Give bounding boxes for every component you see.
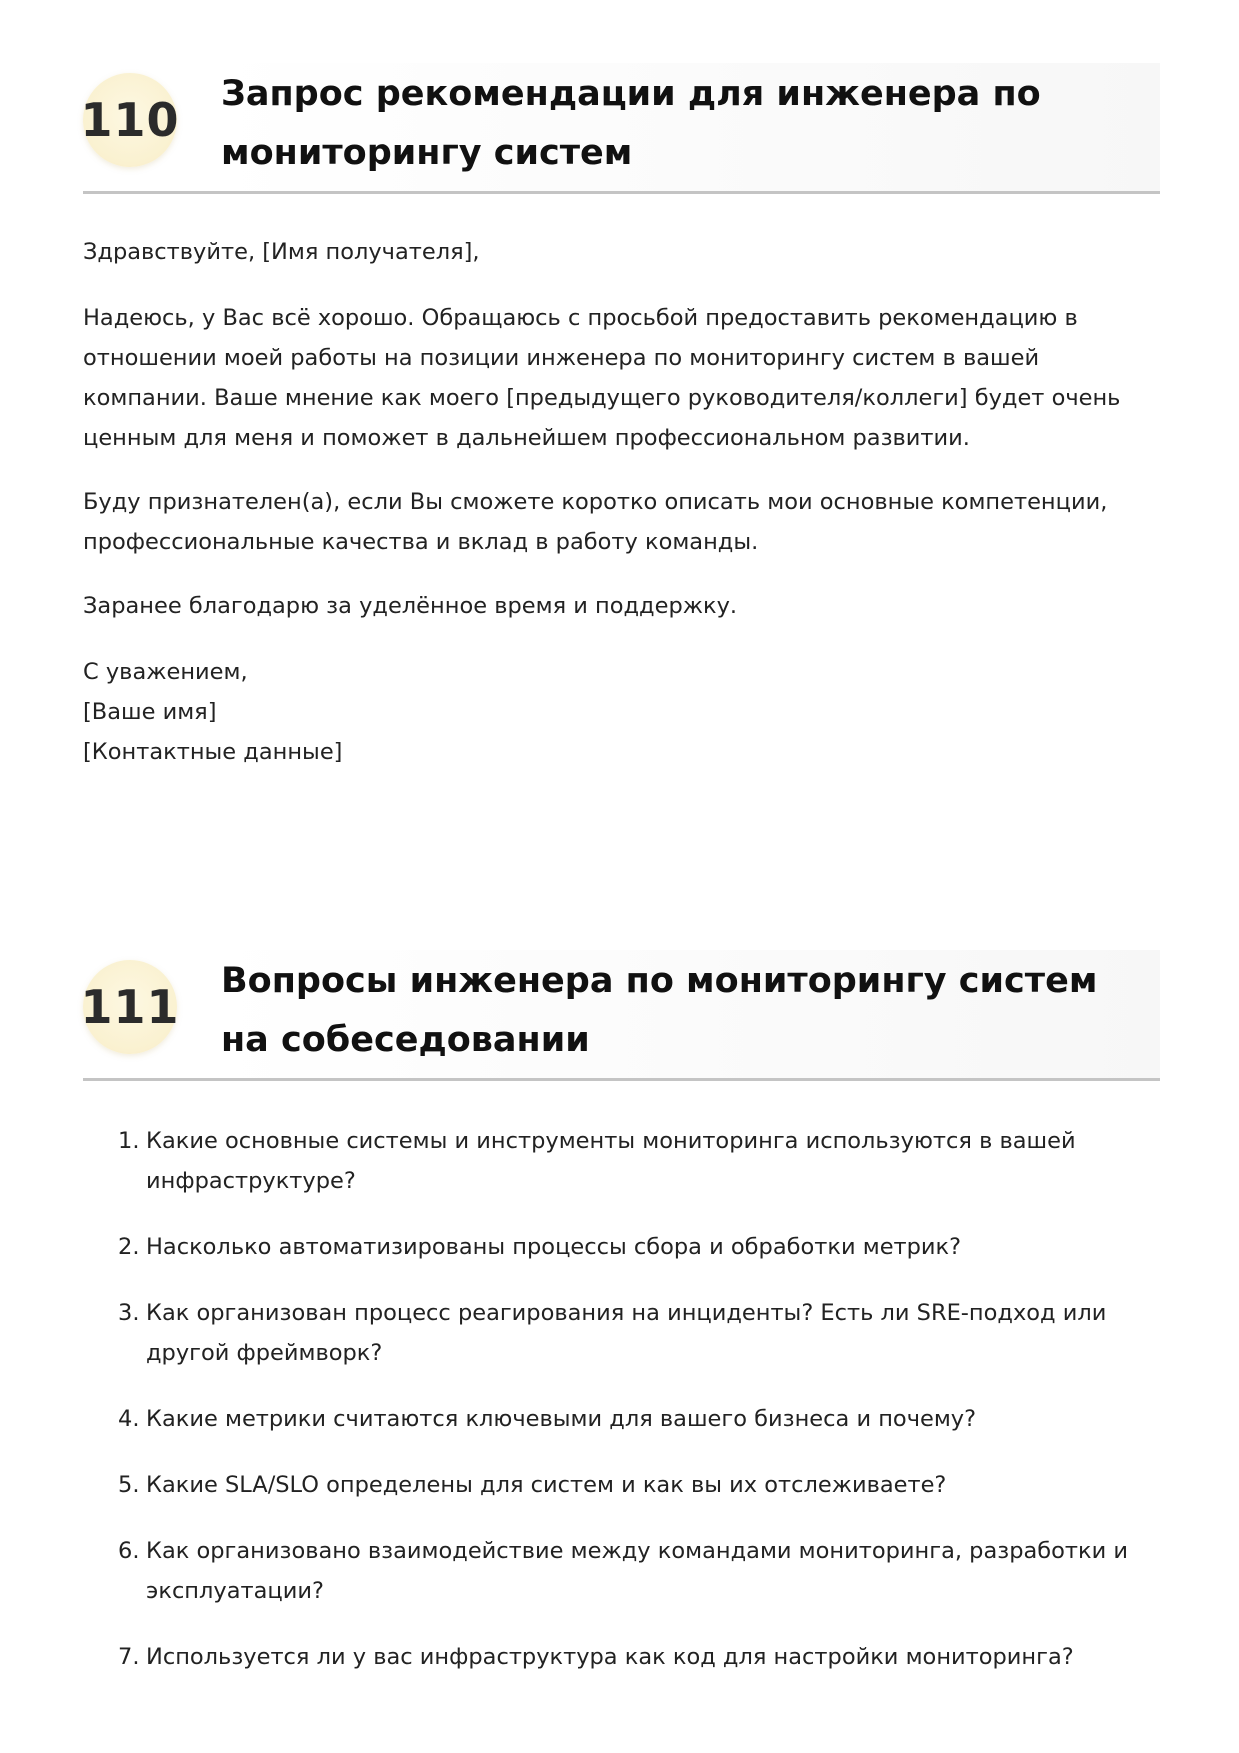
section-number-badge: 110 xyxy=(83,73,177,167)
list-item-text: Насколько автоматизированы процессы сбора и обработки метрик? xyxy=(146,1234,962,1260)
letter-greeting: Здравствуйте, [Имя получателя], xyxy=(83,239,480,265)
list-item xyxy=(83,1227,1160,1267)
questions-list xyxy=(83,1121,1160,1677)
section-recommendation-request xyxy=(80,63,1160,796)
list-item-number: 1. xyxy=(118,1128,140,1154)
section-header xyxy=(80,950,1160,1081)
list-item-number: 5. xyxy=(118,1472,140,1498)
signature-closing: С уважением, xyxy=(83,659,248,685)
section-header xyxy=(80,63,1160,194)
list-item-text: Какие метрики считаются ключевыми для вашего бизнеса и почему? xyxy=(146,1406,977,1432)
list-item-text: Используется ли у вас инфраструктура как код для настройки мониторинга? xyxy=(146,1644,1074,1670)
list-item-text: Какие SLA/SLO определены для систем и как вы их отслеживаете? xyxy=(146,1472,947,1498)
letter-paragraph: Буду признателен(а), если Вы сможете коротко описать мои основные компетенции, профессиональные качества и вклад в работу команды. xyxy=(83,489,1108,555)
list-item xyxy=(83,1531,1160,1611)
list-item-number: 4. xyxy=(118,1406,140,1432)
letter-paragraph: Надеюсь, у Вас всё хорошо. Обращаюсь с просьбой предоставить рекомендацию в отношении моей работы на позиции инженера по мониторингу систем в вашей компании. Ваше мнение как моего [предыдущего руководителя/коллеги] будет очень ценным для меня и поможет в дальнейшем профессиональном развитии. xyxy=(83,305,1121,451)
signature-name: [Ваше имя] xyxy=(83,699,217,725)
list-item xyxy=(83,1121,1160,1201)
list-item-number: 6. xyxy=(118,1538,140,1564)
questions-body xyxy=(83,1121,1160,1677)
letter-paragraph: Заранее благодарю за уделённое время и поддержку. xyxy=(83,593,738,619)
signature-contacts: [Контактные данные] xyxy=(83,739,343,765)
list-item-text: Какие основные системы и инструменты мониторинга используются в вашей инфраструктуре? xyxy=(146,1128,1076,1194)
section-number-badge: 111 xyxy=(83,960,177,1054)
list-item xyxy=(83,1465,1160,1505)
list-item-number: 3. xyxy=(118,1300,140,1326)
list-item-text: Как организован процесс реагирования на инциденты? Есть ли SRE-подход или другой фреймворк? xyxy=(146,1300,1107,1366)
letter-body xyxy=(83,232,1160,772)
list-item-number: 2. xyxy=(118,1234,140,1260)
letter-signature xyxy=(83,652,1160,772)
section-title: Запрос рекомендации для инженера по мониторингу систем xyxy=(221,74,1041,173)
section-interview-questions xyxy=(80,950,1160,1703)
list-item-number: 7. xyxy=(118,1644,140,1670)
section-title: Вопросы инженера по мониторингу систем на собеседовании xyxy=(221,961,1098,1060)
list-item-text: Как организовано взаимодействие между командами мониторинга, разработки и эксплуатации? xyxy=(146,1538,1129,1604)
list-item xyxy=(83,1637,1160,1677)
list-item xyxy=(83,1399,1160,1439)
list-item xyxy=(83,1293,1160,1373)
